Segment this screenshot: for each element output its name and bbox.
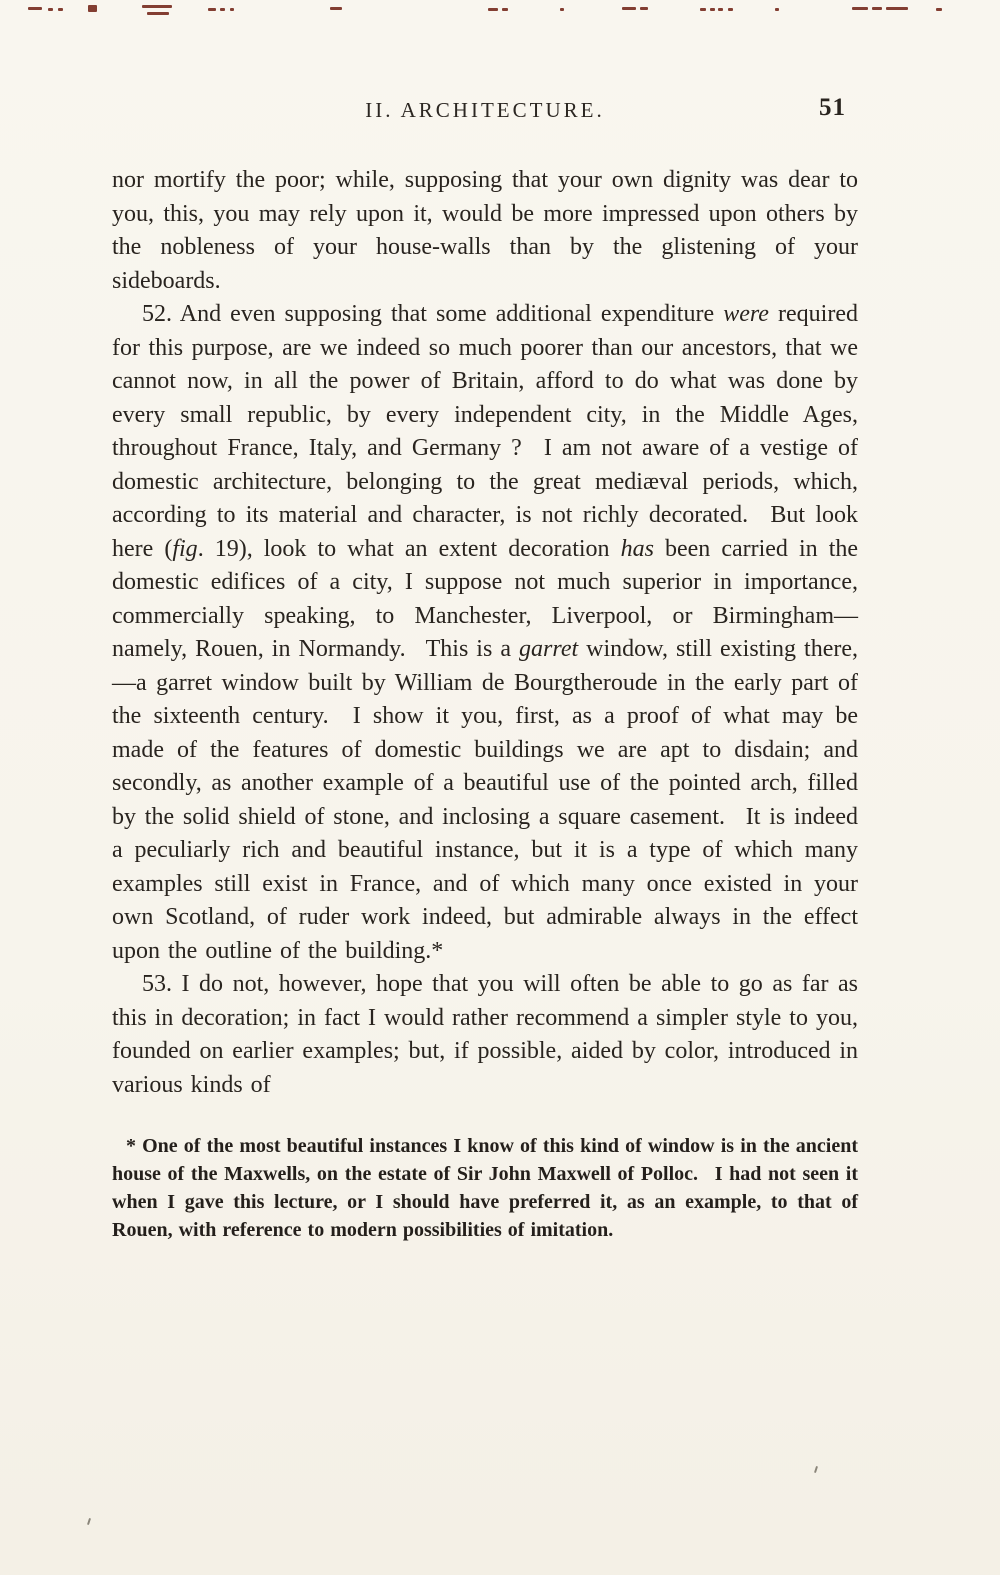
paragraph [112, 298, 858, 968]
page-number: 51 [819, 94, 846, 121]
scan-mark [640, 7, 648, 10]
scan-artifacts [0, 0, 1000, 22]
scan-mark [710, 8, 715, 11]
scan-mark [936, 8, 942, 11]
italic-text-segment: garret [519, 636, 579, 662]
scan-mark [852, 7, 868, 10]
scan-mark [58, 8, 63, 11]
text-segment: 53. I do not, however, hope that you will often be able to go as far as this in decoration; in fact I would rather recommend a simpler style to you, founded on earlier examples; but, if possible, aided by color, introduced in various kinds of [112, 971, 858, 1098]
scan-mark [48, 8, 53, 11]
scan-mark [718, 8, 723, 11]
scan-mark [622, 7, 636, 10]
italic-text-segment: has [620, 535, 654, 562]
footnote [112, 1132, 858, 1244]
scan-speck [814, 1466, 818, 1473]
italic-text-segment: fig [172, 535, 198, 562]
scan-mark [220, 8, 225, 11]
page-content [112, 94, 859, 1244]
scan-mark [330, 7, 342, 10]
scan-mark [700, 8, 706, 11]
paragraph [112, 1132, 858, 1244]
text-segment: nor mortify the poor; while, supposing that your own dignity was dear to you, this, you may rely upon it, would be more impressed upon others by the nobleness of your house-walls than by the glistening of your sideboards. [112, 167, 858, 294]
scan-mark [88, 5, 97, 12]
running-title: II. ARCHITECTURE. [365, 98, 605, 122]
text-segment: . 19), look to what an extent decoration [197, 535, 621, 562]
scan-mark [208, 8, 216, 11]
scan-mark [488, 8, 498, 11]
text-segment: 52. And even supposing that some additional expenditure [142, 301, 724, 327]
scan-mark [728, 8, 733, 11]
scan-mark [560, 8, 564, 11]
italic-text-segment: were [723, 301, 769, 327]
scan-mark [142, 5, 172, 8]
body-text [112, 164, 858, 1102]
scan-mark [28, 7, 42, 10]
paragraph [112, 164, 858, 298]
scan-mark [872, 7, 882, 10]
text-segment: required for this purpose, are we indeed so much poorer than our ancestors, that we cannot now, in all the power of Britain, afford to do what was done by every small republic, by every independent city, in the Middle Ages, throughout France, Italy, and Germany ? I am not aware of a vestige of domestic architecture, belonging to the great mediæval periods, which, according to its material and character, is not richly decorated. But look here ( [112, 301, 858, 562]
text-segment: * One of the most beautiful instances I know of this kind of window is in the ancient house of the Maxwells, on the estate of Sir John Maxwell of Polloc. I had not seen it when I gave this lecture, or I should have preferred it, as an example, to that of Rouen, with reference to modern possibilities of imitation. [112, 1135, 858, 1241]
scan-mark [147, 12, 169, 15]
paragraph [112, 968, 858, 1102]
scan-mark [775, 8, 779, 11]
text-segment: window, still existing there,—a garret window built by William de Bourgtheroude in the early part of the sixteenth century. I show it you, first, as a proof of what may be made of the features of domestic buildings we are apt to disdain; and secondly, as another example of a beautiful use of the pointed arch, filled by the solid shield of stone, and inclosing a square casement. It is indeed a peculiarly rich and beautiful instance, but it is a type of which many examples still exist in France, and of which many once existed in your own Scotland, of ruder work indeed, but admirable always in the effect upon the outline of the building.* [112, 636, 859, 964]
scan-mark [230, 8, 234, 11]
page-header [112, 94, 858, 138]
scan-speck [87, 1518, 91, 1525]
text-segment: been carried in the domestic edifices of a city, I suppose not much superior in importance, commercially speaking, to Manchester, Liverpool, or Birmingham—namely, Rouen, in Normandy. This is a [112, 535, 859, 662]
scan-mark [502, 8, 508, 11]
scan-mark [886, 7, 908, 10]
